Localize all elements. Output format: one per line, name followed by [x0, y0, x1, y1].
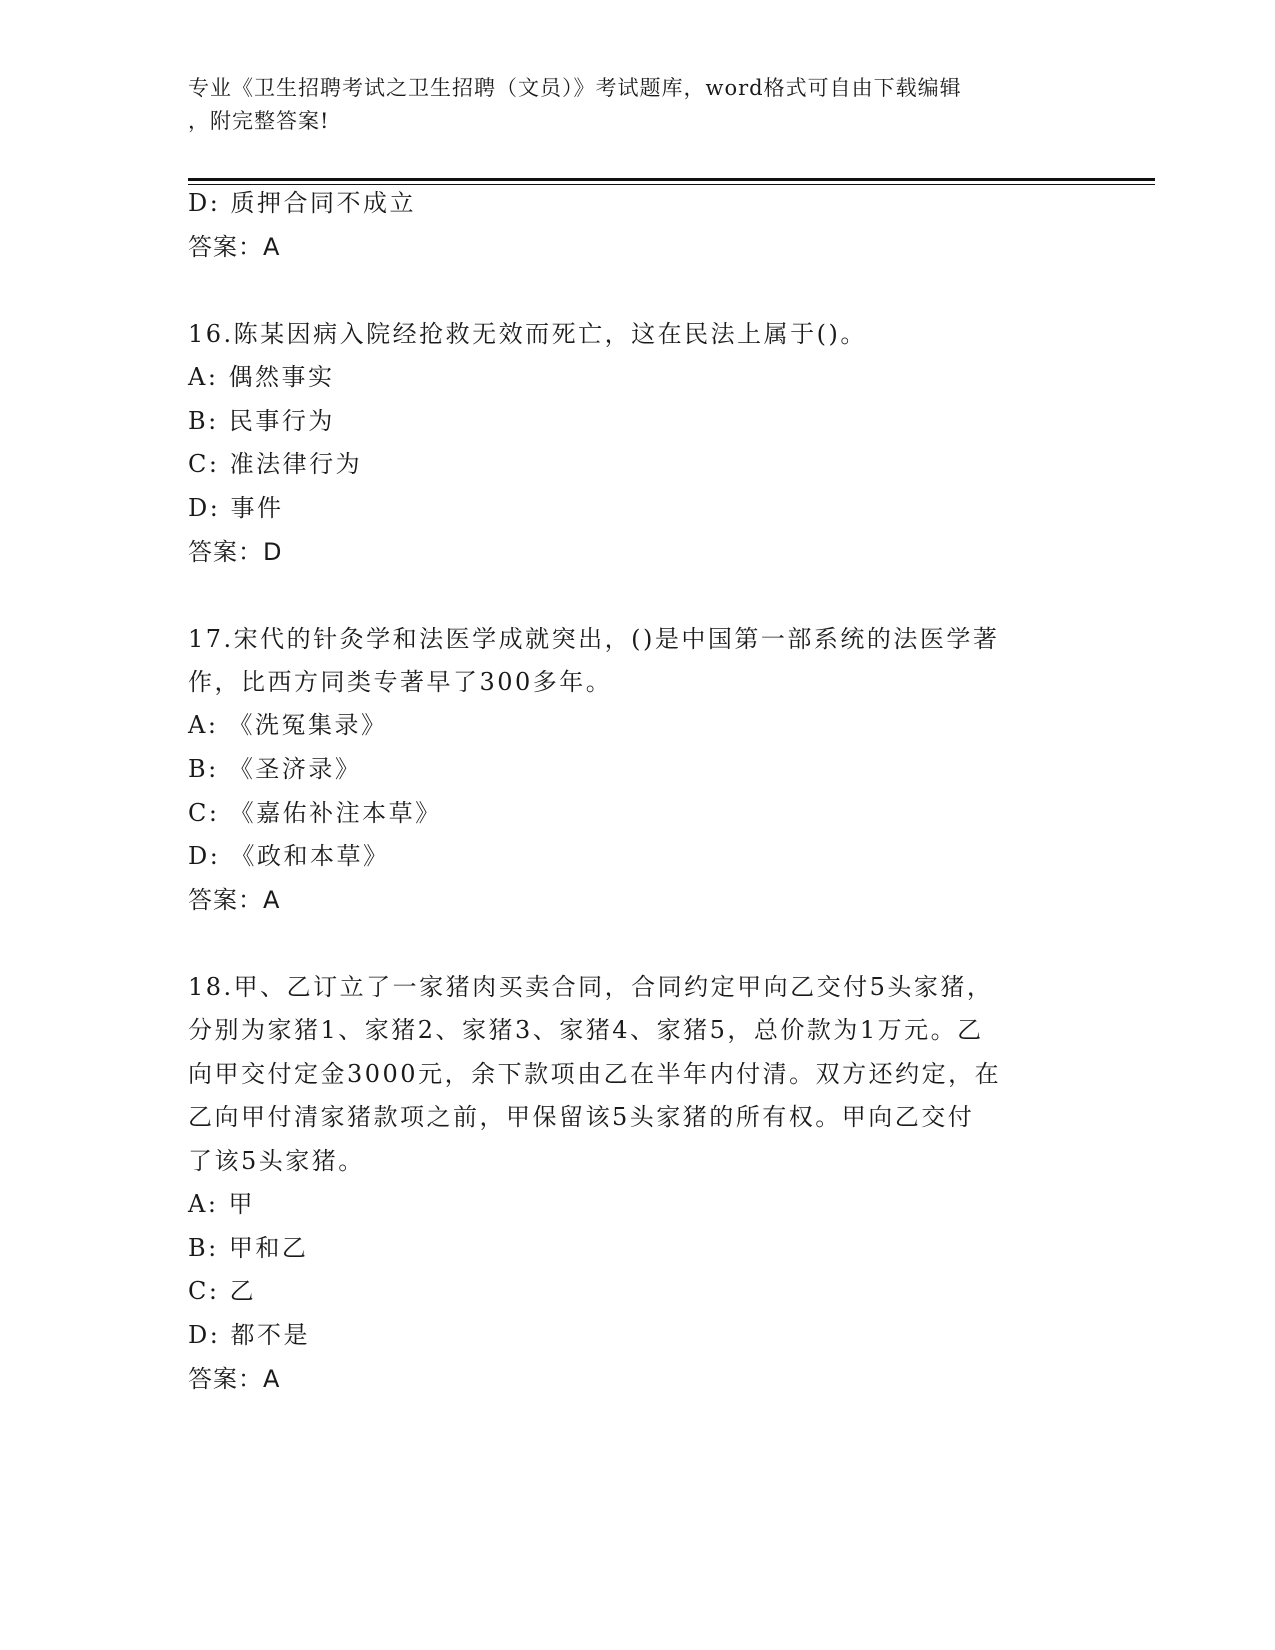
q17-option-c: C: 《嘉佑补注本草》 [188, 799, 442, 827]
q18-answer: 答案：A [188, 1365, 281, 1393]
q17-option-b: B: 《圣济录》 [188, 755, 362, 783]
q18-stem-line-3: 向甲交付定金3000元，余下款项由乙在半年内付清。双方还约定，在 [188, 1060, 1002, 1088]
header-line-2: ，附完整答案! [188, 109, 330, 133]
q18-stem-line-1: 18.甲、乙订立了一家猪肉买卖合同，合同约定甲向乙交付5头家猪， [188, 973, 994, 1001]
q17-stem-line-2: 作，比西方同类专著早了300多年。 [188, 668, 613, 696]
q18-option-a: A: 甲 [188, 1190, 256, 1218]
q18-stem-line-4: 乙向甲付清家猪款项之前，甲保留该5头家猪的所有权。甲向乙交付 [188, 1103, 975, 1131]
prev-option-d: D: 质押合同不成立 [188, 189, 416, 217]
q18-stem-line-2: 分别为家猪1、家猪2、家猪3、家猪4、家猪5，总价款为1万元。乙 [188, 1016, 984, 1044]
q16-option-a: A: 偶然事实 [188, 363, 335, 391]
document-header [188, 72, 1088, 138]
q16-stem-line-1: 16.陈某因病入院经抢救无效而死亡，这在民法上属于()。 [188, 320, 867, 348]
q17-stem-line-1: 17.宋代的针灸学和法医学成就突出，()是中国第一部系统的法医学著 [188, 625, 1000, 653]
q18-option-c: C: 乙 [188, 1277, 257, 1305]
q18-option-b: B: 甲和乙 [188, 1234, 309, 1262]
q17-option-a: A: 《洗冤集录》 [188, 711, 388, 739]
header-divider-thick [188, 178, 1155, 181]
q16-option-b: B: 民事行为 [188, 407, 335, 435]
q18-stem-line-5: 了该5头家猪。 [188, 1147, 365, 1175]
prev-answer: 答案：A [188, 233, 281, 261]
header-divider-thin [188, 184, 1155, 185]
q18-option-d: D: 都不是 [188, 1321, 310, 1349]
q17-option-d: D: 《政和本草》 [188, 842, 390, 870]
header-line-1: 专业《卫生招聘考试之卫生招聘（文员）》考试题库，word格式可自由下载编辑 [188, 76, 962, 100]
q17-answer: 答案：A [188, 886, 281, 914]
q16-option-c: C: 准法律行为 [188, 450, 363, 478]
q16-answer: 答案：D [188, 538, 283, 566]
q16-option-d: D: 事件 [188, 494, 284, 522]
